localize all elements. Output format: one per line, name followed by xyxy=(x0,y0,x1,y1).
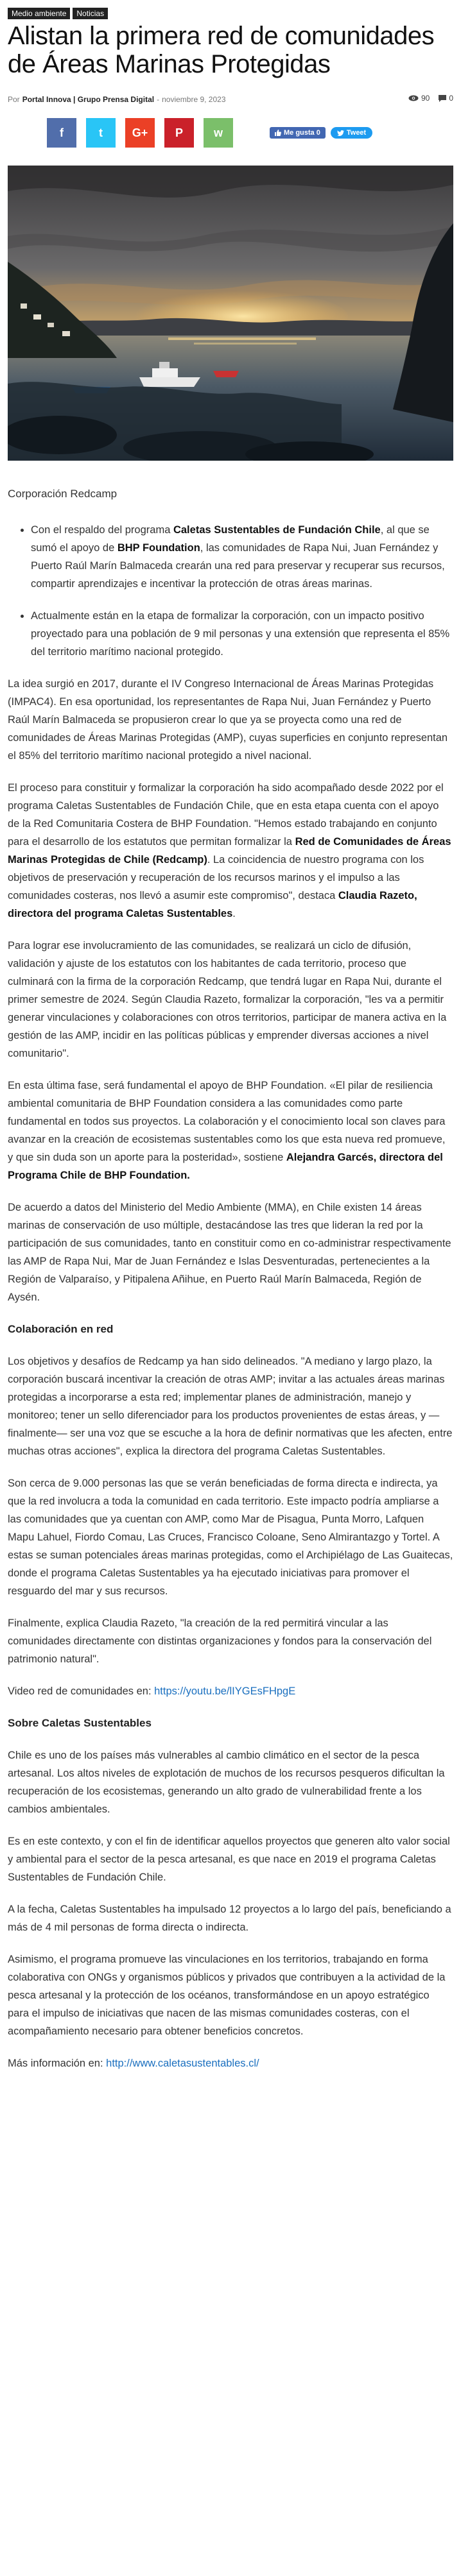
paragraph-bold-text: Alejandra Garcés, directora del Programa Chile de BHP Foundation. xyxy=(8,1152,443,1181)
paragraph xyxy=(8,779,453,923)
facebook-like-label: Me gusta 0 xyxy=(284,129,320,137)
article-body xyxy=(8,521,453,2086)
googleplus-icon: G+ xyxy=(132,126,148,139)
author-link[interactable]: Portal Innova | Grupo Prensa Digital xyxy=(22,95,155,104)
category-tag-noticias[interactable]: Noticias xyxy=(73,8,108,19)
paragraph: Es en este contexto, y con el fin de identificar aquellos proyectos que generen alto valor social y ambiental para el sector de la pesca artesanal, es que nace en 2019 el programa Caletas Sustentables de Fundación Chile. xyxy=(8,1836,450,1883)
section-heading: Colaboración en red xyxy=(8,1323,114,1335)
paragraph-text: El proceso para constituir y formalizar la corporación ha sido acompañado desde 2022 por el programa Caletas Sustentables de Fundación Chile, que en esta etapa cuenta con el apoyo de la Red Comunitaria Costera de BHP Foundation. "Hemos estado trabajando en conjunto para el desarrollo de los estatutos que permitan formalizar la xyxy=(8,782,444,848)
more-info-paragraph xyxy=(8,2054,453,2072)
video-link[interactable]: https://youtu.be/lIYGEsFHpgE xyxy=(154,1685,296,1697)
category-tag-medio-ambiente[interactable]: Medio ambiente xyxy=(8,8,70,19)
bullet-text: Con el respaldo del programa xyxy=(31,524,173,536)
paragraph: A la fecha, Caletas Sustentables ha impulsado 12 proyectos a lo largo del país, beneficiando a más de 4 mil personas de forma directa o indirecta. xyxy=(8,1904,451,1933)
paragraph: Asimismo, el programa promueve las vinculaciones en los territorios, trabajando en forma colaborativa con ONGs y organismos públicos y privados que contribuyen a la actividad de la pesca artesanal y la protección de los océanos, transformándose en un apoyo estratégico para el impulso de iniciativas que nacen de las mismas comunidades costeras, con el acompañamiento necesario para obtener beneficios concretos. xyxy=(8,1954,446,2037)
category-tags xyxy=(8,8,108,19)
more-info-label: Más información en: xyxy=(8,2058,107,2069)
paragraph: Finalmente, explica Claudia Razeto, "la creación de la red permitirá vincular a las comunidades directamente con distintas organizaciones y fondos para la conservación del patrimonio natural". xyxy=(8,1617,432,1665)
video-label: Video red de comunidades en: xyxy=(8,1685,155,1697)
whatsapp-icon: w xyxy=(213,126,223,139)
facebook-share-button[interactable] xyxy=(47,118,76,148)
pinterest-share-button[interactable] xyxy=(164,118,194,148)
twitter-bird-icon xyxy=(337,130,344,136)
paragraph: Los objetivos y desafíos de Redcamp ya han sido delineados. "A mediano y largo plazo, la corporación buscará incentivar la creación de otras AMP; invitar a las actuales áreas marinas protegidas a incorporarse a esta red; implementar planes de administración, manejo y monitoreo; tener un sello diferenciador para los productos provenientes de estas áreas, y —finalmente— ser una voz que se escuche a la hora de definir normativas que les afecten, entre muchas otras acciones", explica la directora del programa Caletas Sustentables. xyxy=(8,1356,453,1457)
article-stats xyxy=(408,94,453,103)
bullet-bold-text: BHP Foundation xyxy=(117,542,200,554)
comments-count: 0 xyxy=(449,94,453,103)
paragraph: Chile es uno de los países más vulnerables al cambio climático en el sector de la pesca artesanal. Los altos niveles de explotación de muchos de los recursos pesqueros dificultan la recuperación de los ecosistemas, generando un alto grado de vulnerabilidad frente a los cambios ambientales. xyxy=(8,1750,445,1815)
summary-bullet: • Actualmente están en la etapa de formalizar la corporación, con un impacto positivo proyectado para una población de 9 mil personas y una extensión que representa el 85% del territorio marítimo nacional protegido. xyxy=(31,607,453,661)
comments-counter[interactable] xyxy=(439,94,453,103)
googleplus-share-button[interactable] xyxy=(125,118,155,148)
facebook-icon: f xyxy=(60,126,64,139)
views-count: 90 xyxy=(421,94,430,103)
summary-bullet xyxy=(31,521,453,593)
bullet-text: , las comunidades de Rapa Nui, Juan Fernández y Puerto Raúl Marín Balmaceda crearán una red para preservar y recuperar sus recursos, compartir aprendizajes e incentivar la protección de otras áreas marinas. xyxy=(31,542,445,590)
twitter-share-button[interactable] xyxy=(86,118,116,148)
paragraph-text: . La coincidencia de nuestro programa con los objetivos de preservación y recuperación de los recursos marinos y el impulso a las comunidades costeras, nos llevó a asumir este compromiso", destaca xyxy=(8,854,424,901)
eye-icon xyxy=(408,95,419,101)
paragraph: Para lograr ese involucramiento de las comunidades, se realizará un ciclo de difusión, validación y ajuste de los estatutos con los habitantes de cada territorio, proceso que culminará con la firma de la corporación Redcamp, que tendrá lugar en Rapa Nui, durante el primer semestre de 2024. Según Claudia Razeto, formalizar la corporación, "les va a permitir generar vinculaciones y colaboraciones con otros territorios, participar de manera activa en la gestión de las AMP, incidir en las políticas públicas y emprender diversas acciones a nivel comunitario". xyxy=(8,940,447,1059)
summary-bullets xyxy=(8,521,453,661)
share-bar xyxy=(47,118,233,148)
publish-date: noviembre 9, 2023 xyxy=(162,95,226,104)
date-separator: - xyxy=(157,95,160,104)
paragraph-bold-text: Red de Comunidades de Áreas Marinas Protegidas de Chile (Redcamp) xyxy=(8,836,451,866)
paragraph xyxy=(8,1077,453,1184)
paragraph-text: . xyxy=(232,908,236,919)
by-label: Por xyxy=(8,95,20,104)
comment-icon xyxy=(439,95,446,102)
paragraph-text: En esta última fase, será fundamental el apoyo de BHP Foundation. «El pilar de resiliencia ambiental comunitaria de BHP Foundation considera a las comunidades como parte fundamental en todos sus proyectos. La colaboración y el conocimiento local son claves para avanzar en la creación de ecosistemas sustentables como los que esta nueva red promueve, y que sin duda son un aporte para la posteridad», sostiene xyxy=(8,1080,446,1163)
paragraph: La idea surgió en 2017, durante el IV Congreso Internacional de Áreas Marinas Protegidas (IMPAC4). En esa oportunidad, los representantes de Rapa Nui, Juan Fernández y Puerto Raúl Marín Balmaceda se propusieron crear lo que ya se proyecta como una red de comunidades de Áreas Marinas Protegidas (AMP), cuyas superficies en conjunto representan el 85% del territorio marítimo nacional protegido a nivel nacional. xyxy=(8,678,448,762)
image-caption: Corporación Redcamp xyxy=(8,488,117,500)
paragraph: Son cerca de 9.000 personas las que se verán beneficiadas de forma directa e indirecta, ya que la red involucra a toda la comunidad en cada territorio. Este impacto podría ampliarse a las comunidades que ya cuentan con AMP, como Mar de Pisagua, Punta Morro, Lafquen Mapu Lahuel, Fiordo Comau, Las Cruces, Francisco Coloane, Seno Almirantazgo y Tortel. A estas se suman potenciales áreas marinas protegidas, como el Archipiélago de Las Guaitecas, donde el programa Caletas Sustentables ya ha ejecutado iniciativas para promover el resguardo del mar y sus recursos. xyxy=(8,1478,453,1597)
more-info-link[interactable]: http://www.caletasustentables.cl/ xyxy=(106,2058,259,2069)
video-paragraph xyxy=(8,1682,453,1700)
social-widgets xyxy=(270,127,372,139)
paragraph-bold-text: Claudia Razeto, directora del programa Caletas Sustentables xyxy=(8,890,417,919)
pinterest-icon: P xyxy=(175,126,183,139)
bullet-text: , al que se sumó el apoyo de xyxy=(31,524,430,554)
bullet-bold-text: Caletas Sustentables de Fundación Chile xyxy=(173,524,381,536)
thumbs-up-icon xyxy=(275,130,281,136)
facebook-like-button[interactable] xyxy=(270,127,326,139)
tweet-button[interactable] xyxy=(331,127,372,139)
twitter-icon: t xyxy=(99,126,103,139)
coastal-sunset-photo xyxy=(8,166,453,461)
whatsapp-share-button[interactable] xyxy=(204,118,233,148)
article-photo[interactable] xyxy=(8,166,453,461)
views-counter xyxy=(408,94,430,103)
article-meta xyxy=(8,95,226,104)
section-heading: Sobre Caletas Sustentables xyxy=(8,1717,152,1729)
paragraph: De acuerdo a datos del Ministerio del Medio Ambiente (MMA), en Chile existen 14 áreas marinas de conservación de uso múltiple, destacándose las tres que lideran la red por la participación de sus comunidades, tanto en constituir como en co-administrar respectivamente las AMP de Rapa Nui, Mar de Juan Fernández e Islas Desventuradas, pertenecientes a la Región de Valparaíso, y Pitipalena Añihue, en Puerto Raúl Marín Balmaceda, Región de Aysén. xyxy=(8,1202,451,1303)
article-title: Alistan la primera red de comunidades de Áreas Marinas Protegidas xyxy=(8,22,435,78)
tweet-label: Tweet xyxy=(346,129,367,137)
